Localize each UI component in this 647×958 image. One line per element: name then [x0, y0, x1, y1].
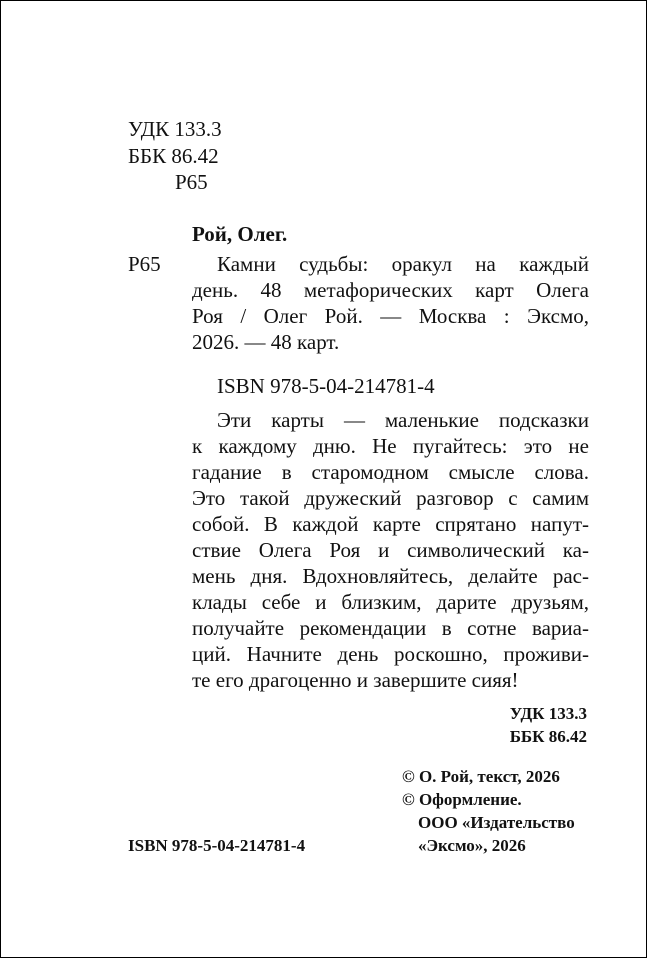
udk-code: УДК 133.3: [128, 117, 222, 141]
annotation-line: клады себе и близким, дарите друзьям,: [192, 590, 589, 614]
copyright-line: © Оформление.: [402, 790, 522, 809]
description-line: 2026. — 48 карт.: [192, 330, 340, 354]
annotation-line: мень дня. Вдохновляйтесь, делайте рас-: [192, 564, 589, 588]
annotation-line: ствие Олега Роя и символический ка-: [192, 538, 589, 562]
entry-author-mark: Р65: [128, 252, 161, 276]
author-mark: Р65: [175, 170, 208, 194]
annotation-line: гадание в старомодном смысле слова.: [192, 460, 589, 484]
annotation-line: те его драгоценно и завершите сияя!: [192, 668, 519, 692]
annotation-line: получайте рекомендации в сотне вариа-: [192, 616, 589, 640]
copyright-line: «Эксмо», 2026: [418, 836, 526, 855]
description-line: день. 48 метафорических карт Олега: [192, 278, 589, 302]
annotation-line: Эти карты — маленькие подсказки: [217, 408, 589, 432]
bbk-code-right: ББК 86.42: [509, 727, 587, 746]
annotation-line: Это такой дружеский разговор с самим: [192, 486, 589, 510]
annotation-line: ций. Начните день роскошно, проживи-: [192, 642, 589, 666]
udk-code-right: УДК 133.3: [509, 704, 587, 723]
description-line: Роя / Олег Рой. — Москва : Эксмо,: [192, 304, 589, 328]
copyright-line: ООО «Издательство: [418, 813, 575, 832]
annotation-line: к каждому дню. Не пугайтесь: это не: [192, 434, 589, 458]
bbk-code: ББК 86.42: [128, 144, 219, 168]
annotation-line: собой. В каждой карте спрятано напут-: [192, 512, 589, 536]
description-line: Камни судьбы: оракул на каждый: [217, 252, 589, 276]
copyright-line: © О. Рой, текст, 2026: [402, 767, 560, 786]
isbn: ISBN 978-5-04-214781-4: [217, 374, 435, 398]
bottom-isbn: ISBN 978-5-04-214781-4: [128, 836, 306, 855]
author-heading: Рой, Олег.: [192, 222, 288, 246]
